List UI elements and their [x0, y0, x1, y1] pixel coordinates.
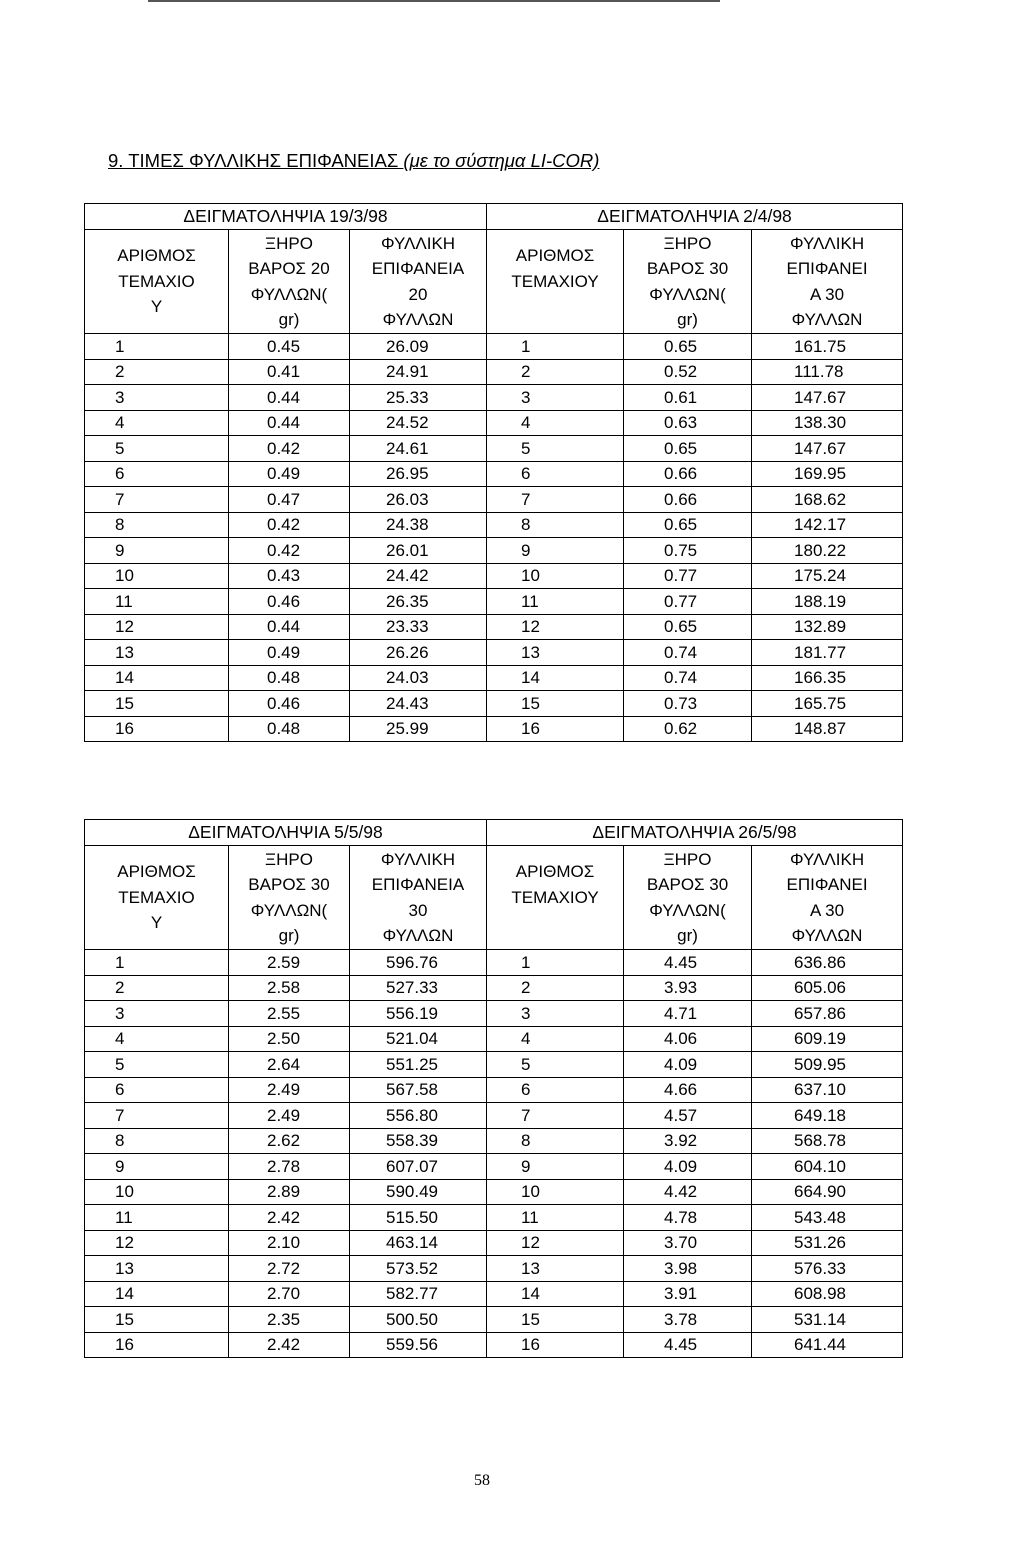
cell-dry-weight: 0.49 [229, 640, 350, 666]
cell-leaf-area-b: 147.67 [752, 385, 903, 411]
cell-piece-no: 16 [85, 1332, 229, 1358]
column-header-line: ΑΡΙΘΜΟΣ [117, 246, 196, 266]
cell-leaf-area-b: 608.98 [752, 1281, 903, 1307]
table-row [85, 1256, 903, 1282]
table-row [85, 1332, 903, 1358]
cell-leaf-area: 567.58 [350, 1077, 487, 1103]
column-header-line: ΦΥΛΛΩΝ( [250, 900, 328, 920]
cell-dry-weight-b: 3.98 [624, 1256, 752, 1282]
column-header-line: ΑΡΙΘΜΟΣ [515, 862, 595, 882]
cell-leaf-area-b: 509.95 [752, 1052, 903, 1078]
cell-leaf-area-b: 609.19 [752, 1026, 903, 1052]
column-header-piece-no [85, 846, 229, 950]
cell-piece-no-b: 7 [487, 487, 624, 513]
column-header-dry-weight [229, 230, 350, 334]
cell-dry-weight: 0.44 [229, 385, 350, 411]
table-row [85, 334, 903, 360]
cell-dry-weight: 0.46 [229, 691, 350, 717]
cell-piece-no: 9 [85, 1154, 229, 1180]
cell-piece-no: 10 [85, 563, 229, 589]
cell-leaf-area: 573.52 [350, 1256, 487, 1282]
cell-leaf-area: 26.01 [350, 538, 487, 564]
column-header-line: ΒΑΡΟΣ 20 [248, 259, 330, 278]
cell-piece-no-b: 4 [487, 410, 624, 436]
column-header-line: ΒΑΡΟΣ 30 [248, 875, 330, 894]
sampling-date-header: ΔΕΙΓΜΑΤΟΛΗΨΙΑ 5/5/98 [85, 820, 487, 846]
column-header-line: Υ [150, 297, 163, 317]
cell-leaf-area-b: 636.86 [752, 950, 903, 976]
cell-dry-weight: 2.49 [229, 1077, 350, 1103]
column-header-leaf-area-b [752, 230, 903, 334]
cell-leaf-area-b: 168.62 [752, 487, 903, 513]
cell-dry-weight-b: 0.65 [624, 512, 752, 538]
cell-leaf-area: 590.49 [350, 1179, 487, 1205]
cell-piece-no: 4 [85, 410, 229, 436]
cell-leaf-area: 463.14 [350, 1230, 487, 1256]
cell-dry-weight: 0.49 [229, 461, 350, 487]
column-header-line: ΑΡΙΘΜΟΣ [515, 246, 595, 266]
cell-piece-no: 1 [85, 334, 229, 360]
cell-leaf-area: 500.50 [350, 1307, 487, 1333]
column-header-line: ΞΗΡΟ [265, 233, 313, 253]
cell-piece-no-b: 15 [487, 1307, 624, 1333]
cell-leaf-area: 556.19 [350, 1001, 487, 1027]
column-header-line: ΞΗΡΟ [265, 849, 313, 869]
cell-dry-weight-b: 3.70 [624, 1230, 752, 1256]
table-row [85, 359, 903, 385]
cell-dry-weight-b: 4.66 [624, 1077, 752, 1103]
cell-piece-no: 11 [85, 1205, 229, 1231]
column-header-line: gr) [677, 310, 698, 329]
page-heading [108, 150, 599, 172]
cell-dry-weight-b: 4.09 [624, 1052, 752, 1078]
table-row [85, 1281, 903, 1307]
cell-piece-no: 13 [85, 640, 229, 666]
cell-leaf-area: 556.80 [350, 1103, 487, 1129]
cell-dry-weight: 2.64 [229, 1052, 350, 1078]
cell-leaf-area: 558.39 [350, 1128, 487, 1154]
table-row [85, 665, 903, 691]
table-row [85, 1128, 903, 1154]
column-header-line: ΦΥΛΛΩΝ( [250, 284, 328, 304]
column-header-line: 20 [408, 284, 428, 304]
table-row [85, 487, 903, 513]
cell-leaf-area: 559.56 [350, 1332, 487, 1358]
cell-leaf-area: 596.76 [350, 950, 487, 976]
table-row [85, 563, 903, 589]
cell-leaf-area: 24.91 [350, 359, 487, 385]
table-row [85, 1052, 903, 1078]
heading-main: 9. ΤΙΜΕΣ ΦΥΛΛΙΚΗΣ ΕΠΙΦΑΝΕΙΑΣ [108, 150, 404, 171]
table-row [85, 691, 903, 717]
cell-piece-no: 8 [85, 512, 229, 538]
cell-dry-weight: 2.89 [229, 1179, 350, 1205]
cell-dry-weight-b: 3.92 [624, 1128, 752, 1154]
cell-dry-weight: 0.42 [229, 436, 350, 462]
column-header-line: Α 30 [810, 900, 845, 920]
cell-dry-weight: 0.46 [229, 589, 350, 615]
cell-leaf-area: 26.95 [350, 461, 487, 487]
group-header-row [85, 820, 903, 846]
cell-leaf-area-b: 169.95 [752, 461, 903, 487]
table-row [85, 975, 903, 1001]
column-header-line: ΞΗΡΟ [663, 233, 712, 253]
cell-piece-no: 14 [85, 665, 229, 691]
cell-dry-weight-b: 0.65 [624, 334, 752, 360]
cell-dry-weight-b: 4.45 [624, 1332, 752, 1358]
cell-dry-weight: 0.48 [229, 665, 350, 691]
cell-leaf-area-b: 637.10 [752, 1077, 903, 1103]
group-header-row [85, 204, 903, 230]
column-header-dry-weight-b [624, 846, 752, 950]
cell-dry-weight: 2.62 [229, 1128, 350, 1154]
cell-piece-no-b: 5 [487, 1052, 624, 1078]
cell-leaf-area: 24.38 [350, 512, 487, 538]
column-header-line: ΕΠΙΦΑΝΕΙ [786, 259, 868, 278]
column-header-row [85, 846, 903, 950]
cell-dry-weight-b: 0.62 [624, 716, 752, 742]
column-header-line: ΦΥΛΛΩΝ [791, 310, 863, 329]
cell-piece-no-b: 3 [487, 1001, 624, 1027]
page-number: 58 [474, 1472, 490, 1489]
cell-piece-no-b: 1 [487, 950, 624, 976]
cell-dry-weight-b: 4.57 [624, 1103, 752, 1129]
cell-dry-weight-b: 0.74 [624, 665, 752, 691]
cell-dry-weight: 0.47 [229, 487, 350, 513]
cell-dry-weight-b: 0.73 [624, 691, 752, 717]
column-header-line: ΦΥΛΛΙΚΗ [789, 849, 865, 869]
table-row [85, 436, 903, 462]
cell-dry-weight-b: 0.66 [624, 461, 752, 487]
cell-piece-no: 16 [85, 716, 229, 742]
cell-dry-weight: 2.59 [229, 950, 350, 976]
cell-dry-weight-b: 4.06 [624, 1026, 752, 1052]
cell-piece-no: 12 [85, 1230, 229, 1256]
cell-piece-no: 6 [85, 1077, 229, 1103]
column-header-line: ΦΥΛΛΩΝ [382, 926, 454, 945]
table-row [85, 950, 903, 976]
cell-leaf-area: 24.03 [350, 665, 487, 691]
cell-leaf-area-b: 188.19 [752, 589, 903, 615]
cell-piece-no-b: 16 [487, 1332, 624, 1358]
column-header-line: Υ [150, 913, 163, 933]
cell-piece-no: 15 [85, 691, 229, 717]
cell-dry-weight-b: 3.93 [624, 975, 752, 1001]
column-header-leaf-area-b [752, 846, 903, 950]
cell-leaf-area-b: 161.75 [752, 334, 903, 360]
cell-leaf-area: 26.35 [350, 589, 487, 615]
table-row [85, 589, 903, 615]
column-header-line: gr) [677, 926, 698, 945]
cell-leaf-area-b: 142.17 [752, 512, 903, 538]
cell-leaf-area-b: 664.90 [752, 1179, 903, 1205]
cell-leaf-area: 25.99 [350, 716, 487, 742]
cell-dry-weight-b: 0.61 [624, 385, 752, 411]
cell-piece-no-b: 3 [487, 385, 624, 411]
sampling-date-header: ΔΕΙΓΜΑΤΟΛΗΨΙΑ 2/4/98 [487, 204, 903, 230]
cell-piece-no-b: 2 [487, 975, 624, 1001]
cell-dry-weight-b: 0.77 [624, 589, 752, 615]
cell-leaf-area: 515.50 [350, 1205, 487, 1231]
cell-dry-weight: 2.70 [229, 1281, 350, 1307]
cell-leaf-area: 23.33 [350, 614, 487, 640]
cell-piece-no: 13 [85, 1256, 229, 1282]
cell-dry-weight: 0.43 [229, 563, 350, 589]
column-header-dry-weight [229, 846, 350, 950]
cell-dry-weight: 0.45 [229, 334, 350, 360]
cell-dry-weight-b: 0.77 [624, 563, 752, 589]
cell-dry-weight-b: 4.09 [624, 1154, 752, 1180]
column-header-dry-weight-b [624, 230, 752, 334]
column-header-leaf-area [350, 230, 487, 334]
cell-dry-weight-b: 0.65 [624, 436, 752, 462]
cell-piece-no-b: 9 [487, 538, 624, 564]
cell-piece-no-b: 16 [487, 716, 624, 742]
cell-leaf-area-b: 657.86 [752, 1001, 903, 1027]
column-header-line: ΤΕΜΑΧΙΟΥ [511, 271, 599, 291]
cell-leaf-area-b: 605.06 [752, 975, 903, 1001]
cell-piece-no-b: 6 [487, 461, 624, 487]
cell-piece-no-b: 10 [487, 563, 624, 589]
table-row [85, 385, 903, 411]
cell-leaf-area-b: 147.67 [752, 436, 903, 462]
cell-piece-no: 10 [85, 1179, 229, 1205]
cell-dry-weight: 2.49 [229, 1103, 350, 1129]
column-header-line: ΑΡΙΘΜΟΣ [117, 862, 196, 882]
cell-leaf-area: 527.33 [350, 975, 487, 1001]
column-header-line: ΞΗΡΟ [663, 849, 712, 869]
cell-leaf-area-b: 181.77 [752, 640, 903, 666]
column-header-row [85, 230, 903, 334]
cell-leaf-area: 26.03 [350, 487, 487, 513]
cell-dry-weight-b: 3.91 [624, 1281, 752, 1307]
cell-leaf-area-b: 531.14 [752, 1307, 903, 1333]
cell-dry-weight-b: 0.65 [624, 614, 752, 640]
cell-leaf-area-b: 531.26 [752, 1230, 903, 1256]
cell-piece-no: 2 [85, 359, 229, 385]
cell-dry-weight-b: 3.78 [624, 1307, 752, 1333]
column-header-piece-no-b [487, 230, 624, 334]
cell-piece-no: 6 [85, 461, 229, 487]
cell-piece-no: 11 [85, 589, 229, 615]
cell-piece-no-b: 11 [487, 589, 624, 615]
column-header-piece-no [85, 230, 229, 334]
cell-leaf-area-b: 166.35 [752, 665, 903, 691]
cell-piece-no: 7 [85, 1103, 229, 1129]
cell-leaf-area-b: 568.78 [752, 1128, 903, 1154]
cell-leaf-area: 24.42 [350, 563, 487, 589]
table-row [85, 1205, 903, 1231]
cell-piece-no-b: 8 [487, 1128, 624, 1154]
column-header-line: ΤΕΜΑΧΙΟ [118, 887, 195, 907]
column-header-line: 30 [408, 900, 428, 920]
table-row [85, 1103, 903, 1129]
cell-piece-no: 8 [85, 1128, 229, 1154]
table-row [85, 1230, 903, 1256]
table-row [85, 1077, 903, 1103]
cell-dry-weight: 2.42 [229, 1332, 350, 1358]
cell-dry-weight: 2.50 [229, 1026, 350, 1052]
sampling-date-header: ΔΕΙΓΜΑΤΟΛΗΨΙΑ 26/5/98 [487, 820, 903, 846]
cell-piece-no-b: 7 [487, 1103, 624, 1129]
table-row [85, 1307, 903, 1333]
cell-dry-weight: 2.35 [229, 1307, 350, 1333]
column-header-piece-no-b [487, 846, 624, 950]
cell-leaf-area-b: 165.75 [752, 691, 903, 717]
cell-piece-no-b: 14 [487, 665, 624, 691]
cell-piece-no-b: 11 [487, 1205, 624, 1231]
cell-piece-no: 5 [85, 436, 229, 462]
cell-dry-weight: 2.72 [229, 1256, 350, 1282]
cell-dry-weight-b: 0.75 [624, 538, 752, 564]
cell-dry-weight-b: 0.63 [624, 410, 752, 436]
table-row [85, 640, 903, 666]
cell-dry-weight: 0.44 [229, 410, 350, 436]
cell-piece-no: 5 [85, 1052, 229, 1078]
cell-piece-no: 14 [85, 1281, 229, 1307]
leaf-area-table-2 [84, 819, 903, 1358]
table-row [85, 538, 903, 564]
cell-leaf-area: 24.61 [350, 436, 487, 462]
column-header-line: ΤΕΜΑΧΙΟΥ [511, 887, 599, 907]
column-header-line: ΦΥΛΛΩΝ [382, 310, 454, 329]
column-header-line: gr) [278, 926, 300, 945]
cell-piece-no: 9 [85, 538, 229, 564]
column-header-line: ΦΥΛΛΙΚΗ [380, 849, 456, 869]
cell-leaf-area: 25.33 [350, 385, 487, 411]
cell-dry-weight: 2.10 [229, 1230, 350, 1256]
column-header-line: ΦΥΛΛΙΚΗ [380, 233, 456, 253]
column-header-line: ΤΕΜΑΧΙΟ [118, 271, 195, 291]
cell-piece-no: 1 [85, 950, 229, 976]
cell-leaf-area: 24.43 [350, 691, 487, 717]
cell-leaf-area: 551.25 [350, 1052, 487, 1078]
cell-piece-no: 15 [85, 1307, 229, 1333]
leaf-area-table-1 [84, 203, 903, 742]
cell-piece-no: 2 [85, 975, 229, 1001]
table-row [85, 1001, 903, 1027]
cell-dry-weight: 2.78 [229, 1154, 350, 1180]
cell-dry-weight: 0.48 [229, 716, 350, 742]
column-header-line: ΒΑΡΟΣ 30 [646, 259, 729, 278]
column-header-line: ΕΠΙΦΑΝΕΙΑ [371, 259, 465, 278]
cell-dry-weight-b: 0.52 [624, 359, 752, 385]
cell-dry-weight: 0.44 [229, 614, 350, 640]
cell-dry-weight: 0.42 [229, 538, 350, 564]
cell-dry-weight-b: 4.45 [624, 950, 752, 976]
cell-leaf-area: 24.52 [350, 410, 487, 436]
cell-dry-weight: 2.58 [229, 975, 350, 1001]
cell-dry-weight: 0.41 [229, 359, 350, 385]
column-header-line: ΕΠΙΦΑΝΕΙΑ [371, 875, 465, 894]
cell-dry-weight-b: 4.42 [624, 1179, 752, 1205]
table-row [85, 461, 903, 487]
cell-piece-no-b: 13 [487, 640, 624, 666]
cell-leaf-area-b: 649.18 [752, 1103, 903, 1129]
table-row [85, 512, 903, 538]
column-header-line: ΦΥΛΛΩΝ( [649, 900, 726, 920]
sampling-date-header: ΔΕΙΓΜΑΤΟΛΗΨΙΑ 19/3/98 [85, 204, 487, 230]
cell-leaf-area-b: 641.44 [752, 1332, 903, 1358]
table-row [85, 716, 903, 742]
table-row [85, 1154, 903, 1180]
cell-leaf-area: 26.26 [350, 640, 487, 666]
top-rule [148, 0, 720, 2]
cell-piece-no-b: 12 [487, 1230, 624, 1256]
column-header-line: ΕΠΙΦΑΝΕΙ [786, 875, 868, 894]
cell-dry-weight: 0.42 [229, 512, 350, 538]
cell-leaf-area-b: 180.22 [752, 538, 903, 564]
cell-dry-weight-b: 4.78 [624, 1205, 752, 1231]
cell-leaf-area: 582.77 [350, 1281, 487, 1307]
cell-leaf-area-b: 148.87 [752, 716, 903, 742]
cell-leaf-area-b: 132.89 [752, 614, 903, 640]
cell-piece-no-b: 6 [487, 1077, 624, 1103]
cell-piece-no-b: 14 [487, 1281, 624, 1307]
cell-leaf-area: 26.09 [350, 334, 487, 360]
column-header-leaf-area [350, 846, 487, 950]
cell-leaf-area: 607.07 [350, 1154, 487, 1180]
cell-piece-no: 12 [85, 614, 229, 640]
table-row [85, 1026, 903, 1052]
cell-dry-weight: 2.42 [229, 1205, 350, 1231]
cell-dry-weight-b: 0.66 [624, 487, 752, 513]
cell-piece-no-b: 5 [487, 436, 624, 462]
cell-piece-no: 3 [85, 1001, 229, 1027]
cell-leaf-area-b: 138.30 [752, 410, 903, 436]
cell-piece-no-b: 2 [487, 359, 624, 385]
cell-piece-no-b: 10 [487, 1179, 624, 1205]
cell-piece-no: 3 [85, 385, 229, 411]
column-header-line: ΒΑΡΟΣ 30 [646, 875, 729, 894]
cell-dry-weight: 2.55 [229, 1001, 350, 1027]
column-header-line: ΦΥΛΛΙΚΗ [789, 233, 865, 253]
cell-piece-no-b: 4 [487, 1026, 624, 1052]
column-header-line: ΦΥΛΛΩΝ [791, 926, 863, 945]
cell-leaf-area-b: 175.24 [752, 563, 903, 589]
cell-piece-no-b: 13 [487, 1256, 624, 1282]
cell-leaf-area: 521.04 [350, 1026, 487, 1052]
cell-leaf-area-b: 543.48 [752, 1205, 903, 1231]
column-header-line: gr) [278, 310, 300, 329]
column-header-line: Α 30 [810, 284, 845, 304]
table-row [85, 1179, 903, 1205]
cell-piece-no-b: 15 [487, 691, 624, 717]
cell-leaf-area-b: 576.33 [752, 1256, 903, 1282]
column-header-line: ΦΥΛΛΩΝ( [649, 284, 726, 304]
cell-leaf-area-b: 111.78 [752, 359, 903, 385]
heading-system-note: (με το σύστημα LI-COR) [403, 150, 600, 171]
cell-dry-weight-b: 0.74 [624, 640, 752, 666]
cell-leaf-area-b: 604.10 [752, 1154, 903, 1180]
cell-piece-no: 7 [85, 487, 229, 513]
table-row [85, 614, 903, 640]
cell-piece-no-b: 12 [487, 614, 624, 640]
cell-piece-no-b: 9 [487, 1154, 624, 1180]
cell-piece-no: 4 [85, 1026, 229, 1052]
cell-piece-no-b: 8 [487, 512, 624, 538]
table-row [85, 410, 903, 436]
cell-dry-weight-b: 4.71 [624, 1001, 752, 1027]
cell-piece-no-b: 1 [487, 334, 624, 360]
